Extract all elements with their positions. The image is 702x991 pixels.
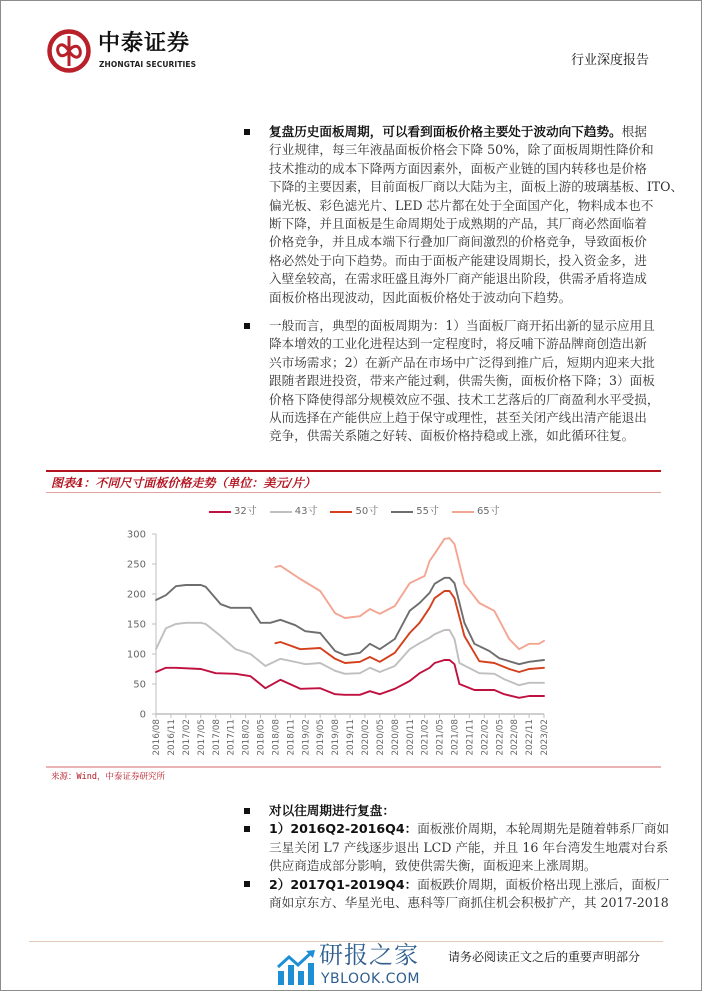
footer-disclaimer-notice: 请务必阅读正文之后的重要声明部分 [448, 950, 641, 964]
panel-price-line-chart [46, 496, 661, 764]
x-tick-label: 2018/05 [256, 719, 267, 756]
x-tick-label: 2021/02 [420, 719, 431, 756]
x-tick-label: 2016/08 [152, 719, 163, 756]
review-heading-block [269, 802, 641, 820]
series-line-55寸 [156, 578, 544, 664]
bullet-icon [244, 881, 250, 887]
y-tick-label: 100 [126, 649, 146, 661]
y-tick-label: 0 [139, 709, 146, 721]
report-type-label: 行业深度报告 [571, 53, 650, 68]
paragraph-line: 面板价格出现波动，因此面板价格处于波动向下趋势。 [269, 289, 572, 305]
x-tick-label: 2019/08 [331, 719, 342, 756]
legend-label: 65寸 [476, 506, 500, 517]
x-tick-label: 2018/02 [241, 719, 252, 756]
paragraph-line [269, 820, 670, 838]
legend-label: 32寸 [234, 506, 257, 517]
paragraph-line [269, 876, 670, 894]
x-tick-label: 2020/02 [361, 719, 372, 756]
paragraph-line: 从而选择在产能供应上趋于保守或理性，甚至关闭产线出清产能退出 [269, 409, 647, 425]
paragraph-line [269, 802, 641, 820]
paragraph-panel-cycle [269, 123, 684, 307]
figure-title-rule [46, 492, 661, 493]
zhongtai-logo-icon [46, 28, 92, 74]
review-heading: 对以往周期进行复盘： [269, 803, 395, 818]
paragraph-line: 入壁垒较高，在需求旺盛且海外厂商产能退出阶段，供需矛盾将造成 [269, 271, 647, 287]
paragraph-text: 面板涨价周期，本轮周期先是随着韩系厂商如 [417, 821, 670, 837]
figure-top-rule [46, 470, 661, 472]
paragraph-line: 断下降，并且面板是生命周期处于成熟期的产品，其厂商必然面临着 [269, 215, 647, 231]
paragraph-line: 格必然处于向下趋势。而由于面板产能建设周期长，投入资金多，进 [269, 252, 647, 268]
review-item-1 [269, 820, 670, 875]
paragraph-line: 降本增效的工业化进程达到一定程度时，将反哺下游品牌商创造出新 [269, 336, 647, 352]
paragraph-line: 下降的主要因素，目前面板厂商以大陆为主，面板上游的玻璃基板、ITO、 [269, 179, 684, 195]
x-tick-label: 2022/02 [480, 719, 491, 756]
yblook-logo-icon [276, 949, 316, 985]
x-tick-label: 2019/05 [316, 719, 327, 756]
paragraph-line: 兴市场需求；2）在新产品在市场中广泛得到推广后，短期内迎来大批 [269, 354, 655, 370]
figure-bottom-rule [46, 766, 661, 768]
paragraph-line: 价格竞争，并且成本端下行叠加厂商间激烈的价格竞争，导致面板价 [269, 234, 647, 250]
x-tick-label: 2020/05 [375, 719, 386, 756]
x-tick-label: 2022/08 [510, 719, 521, 756]
paragraph-line: 一般而言，典型的面板周期为：1）当面板厂商开拓出新的显示应用且 [269, 318, 655, 333]
paragraph-line: 跟随者跟进投资，带来产能过剩，供需失衡，面板价格下降；3）面板 [269, 373, 655, 389]
paragraph-line [269, 123, 647, 141]
x-tick-label: 2019/02 [301, 719, 312, 756]
x-tick-label: 2017/11 [226, 719, 237, 756]
y-tick-label: 200 [126, 589, 146, 601]
bullet-icon [244, 129, 250, 135]
y-tick-label: 150 [126, 619, 146, 631]
legend-label: 50寸 [355, 506, 379, 517]
paragraph-line: 竞争，供需关系随之好转、面板价格持稳或上涨，如此循环往复。 [269, 428, 635, 444]
paragraph-line: 行业规律，每三年液晶面板价格会下降 50%，除了面板周期性降价和 [269, 142, 654, 158]
x-tick-label: 2021/11 [465, 719, 476, 756]
y-tick-label: 50 [133, 679, 146, 691]
x-tick-label: 2022/11 [525, 719, 536, 756]
x-tick-label: 2018/08 [271, 719, 282, 756]
watermark-name-cn: 研报之家 [319, 941, 419, 969]
x-tick-label: 2016/11 [167, 719, 178, 756]
y-tick-label: 300 [126, 529, 146, 541]
company-name-cn: 中泰证券 [98, 31, 191, 56]
review-item-label: 2）2017Q1-2019Q4： [269, 876, 418, 892]
review-item-2 [269, 876, 670, 913]
x-tick-label: 2020/08 [390, 719, 401, 756]
x-tick-label: 2022/05 [495, 719, 506, 756]
x-tick-label: 2019/11 [346, 719, 357, 756]
company-name-en: ZHONGTAI SECURITIES [99, 60, 197, 69]
paragraph-line: 商如京东方、华星光电、惠科等厂商抓住机会积极扩产，其 2017-2018 [269, 894, 669, 910]
figure-source: 来源：Wind，中泰证券研究所 [51, 772, 165, 782]
review-item-label: 1）2016Q2-2016Q4： [269, 821, 418, 837]
paragraph-line: 供应商造成部分影响，致使供需失衡，面板迎来上涨周期。 [269, 858, 597, 874]
x-tick-label: 2018/11 [286, 719, 297, 756]
x-tick-label: 2017/05 [196, 719, 207, 756]
watermark-name-en: YBLOOK.COM [321, 971, 421, 987]
paragraph-typical-cycle [269, 317, 660, 446]
figure-title: 图表4：不同尺寸面板价格走势（单位：美元/片） [51, 476, 316, 490]
y-tick-label: 250 [126, 559, 146, 571]
paragraph-line: 偏光板、彩色滤光片、LED 芯片都在处于全面国产化，物料成本也不 [269, 197, 654, 213]
paragraph-line: 价格下降使得部分规模效应不强、技术工艺落后的厂商盈利水平受损， [269, 391, 660, 407]
legend-label: 55寸 [416, 506, 439, 517]
paragraph-text: 根据 [621, 124, 647, 139]
paragraph-lead: 复盘历史面板周期，可以看到面板价格主要处于波动向下趋势。 [269, 124, 622, 139]
series-line-32寸 [156, 660, 544, 698]
x-tick-label: 2021/08 [450, 719, 461, 756]
x-tick-label: 2017/02 [181, 719, 192, 756]
paragraph-text: 面板跌价周期，面板价格出现上涨后，面板厂 [417, 876, 670, 892]
legend-label: 43寸 [294, 506, 318, 517]
x-tick-label: 2023/02 [540, 719, 551, 756]
bullet-icon [244, 323, 250, 329]
x-tick-label: 2020/11 [405, 719, 416, 756]
paragraph-line: 技术推动的成本下降两方面因素外，面板产业链的国内转移也是价格 [269, 160, 647, 176]
bullet-icon [244, 826, 250, 832]
paragraph-line: 三星关闭 L7 产线逐步退出 LCD 产能，并且 16 年台湾发生地震对台系 [269, 839, 669, 855]
x-tick-label: 2021/05 [435, 719, 446, 756]
bullet-icon [244, 808, 250, 814]
x-tick-label: 2017/08 [211, 719, 222, 756]
